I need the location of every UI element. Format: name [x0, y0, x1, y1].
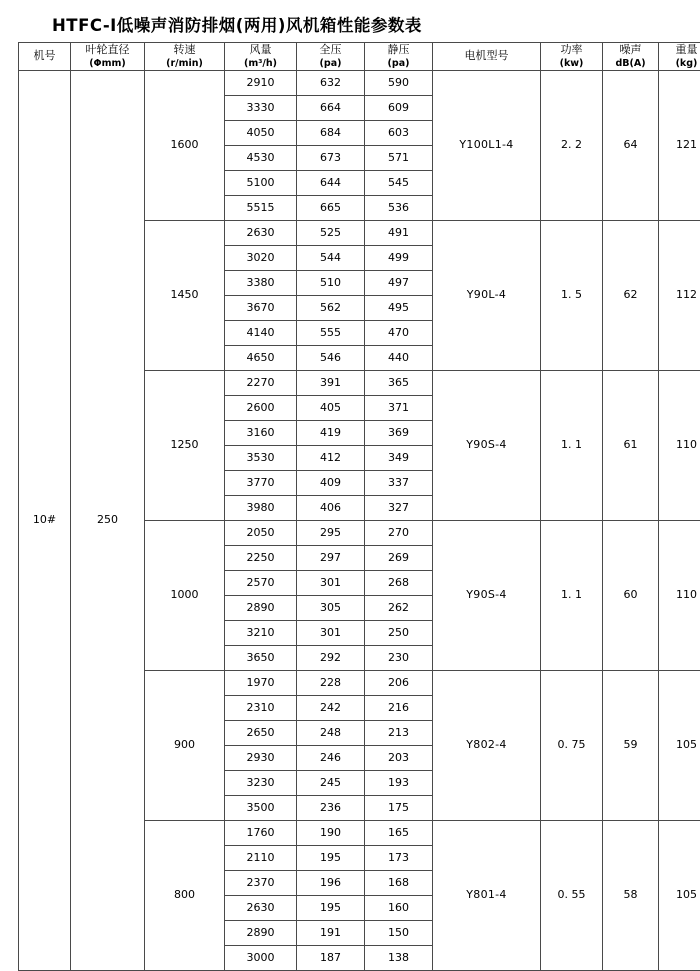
header-cell-impeller-diameter: [71, 43, 145, 71]
cell-total-pressure: 187: [297, 945, 365, 970]
cell-static-pressure: 150: [365, 920, 433, 945]
cell-static-pressure: 173: [365, 845, 433, 870]
cell-weight: 112: [659, 220, 700, 370]
header-sublabel: (kw): [541, 58, 602, 70]
cell-total-pressure: 525: [297, 220, 365, 245]
cell-power: 1. 1: [541, 370, 603, 520]
cell-power: 0. 75: [541, 670, 603, 820]
cell-static-pressure: 371: [365, 395, 433, 420]
cell-airflow: 2630: [225, 895, 297, 920]
cell-weight: 121: [659, 70, 700, 220]
cell-airflow: 2270: [225, 370, 297, 395]
header-sublabel: (Φmm): [71, 58, 144, 70]
cell-static-pressure: 440: [365, 345, 433, 370]
cell-motor-model: Y90S-4: [433, 520, 541, 670]
cell-airflow: 3020: [225, 245, 297, 270]
cell-static-pressure: 499: [365, 245, 433, 270]
cell-total-pressure: 405: [297, 395, 365, 420]
cell-power: 0. 55: [541, 820, 603, 970]
cell-static-pressure: 168: [365, 870, 433, 895]
cell-static-pressure: 213: [365, 720, 433, 745]
header-label: 转速: [174, 43, 196, 56]
cell-static-pressure: 571: [365, 145, 433, 170]
cell-total-pressure: 246: [297, 745, 365, 770]
cell-total-pressure: 196: [297, 870, 365, 895]
cell-airflow: 2930: [225, 745, 297, 770]
cell-static-pressure: 369: [365, 420, 433, 445]
fan-performance-table: [18, 42, 700, 971]
header-label: 重量: [676, 43, 698, 56]
cell-airflow: 3670: [225, 295, 297, 320]
cell-total-pressure: 406: [297, 495, 365, 520]
cell-motor-model: Y90L-4: [433, 220, 541, 370]
header-label: 风量: [250, 43, 272, 56]
cell-total-pressure: 228: [297, 670, 365, 695]
header-sublabel: (m³/h): [225, 58, 296, 70]
cell-motor-model: Y802-4: [433, 670, 541, 820]
cell-airflow: 2570: [225, 570, 297, 595]
header-cell-airflow: [225, 43, 297, 71]
header-label: 叶轮直径: [86, 43, 130, 56]
header-cell-speed: [145, 43, 225, 71]
cell-total-pressure: 419: [297, 420, 365, 445]
header-label: 全压: [320, 43, 342, 56]
cell-total-pressure: 301: [297, 620, 365, 645]
cell-airflow: 3530: [225, 445, 297, 470]
header-cell-total-pressure: [297, 43, 365, 71]
cell-static-pressure: 495: [365, 295, 433, 320]
cell-airflow: 2890: [225, 595, 297, 620]
cell-total-pressure: 292: [297, 645, 365, 670]
cell-total-pressure: 510: [297, 270, 365, 295]
cell-total-pressure: 245: [297, 770, 365, 795]
cell-airflow: 3380: [225, 270, 297, 295]
header-sublabel: (kg): [659, 58, 700, 70]
cell-total-pressure: 301: [297, 570, 365, 595]
header-label: 电机型号: [465, 49, 509, 62]
cell-airflow: 4050: [225, 120, 297, 145]
header-sublabel: (pa): [365, 58, 432, 70]
cell-total-pressure: 248: [297, 720, 365, 745]
cell-noise: 64: [603, 70, 659, 220]
cell-motor-model: Y90S-4: [433, 370, 541, 520]
cell-airflow: 1760: [225, 820, 297, 845]
cell-total-pressure: 242: [297, 695, 365, 720]
header-sublabel: (pa): [297, 58, 364, 70]
cell-speed: 1250: [145, 370, 225, 520]
cell-total-pressure: 673: [297, 145, 365, 170]
cell-static-pressure: 138: [365, 945, 433, 970]
cell-noise: 61: [603, 370, 659, 520]
cell-static-pressure: 175: [365, 795, 433, 820]
header-cell-power: [541, 43, 603, 71]
cell-airflow: 2310: [225, 695, 297, 720]
cell-static-pressure: 250: [365, 620, 433, 645]
cell-weight: 110: [659, 520, 700, 670]
cell-power: 1. 5: [541, 220, 603, 370]
cell-airflow: 4530: [225, 145, 297, 170]
cell-static-pressure: 206: [365, 670, 433, 695]
cell-static-pressure: 536: [365, 195, 433, 220]
cell-total-pressure: 412: [297, 445, 365, 470]
cell-airflow: 5515: [225, 195, 297, 220]
cell-airflow: 3330: [225, 95, 297, 120]
cell-airflow: 3980: [225, 495, 297, 520]
cell-weight: 110: [659, 370, 700, 520]
table-body: [19, 70, 700, 970]
cell-total-pressure: 297: [297, 545, 365, 570]
cell-airflow: 3000: [225, 945, 297, 970]
cell-power: 1. 1: [541, 520, 603, 670]
cell-airflow: 3500: [225, 795, 297, 820]
header-cell-noise: [603, 43, 659, 71]
cell-total-pressure: 555: [297, 320, 365, 345]
cell-speed: 1450: [145, 220, 225, 370]
cell-static-pressure: 470: [365, 320, 433, 345]
cell-static-pressure: 262: [365, 595, 433, 620]
cell-airflow: 3230: [225, 770, 297, 795]
table-header: [19, 43, 700, 71]
cell-total-pressure: 644: [297, 170, 365, 195]
header-sublabel: (r/min): [145, 58, 224, 70]
cell-airflow: 2370: [225, 870, 297, 895]
cell-static-pressure: 337: [365, 470, 433, 495]
cell-total-pressure: 190: [297, 820, 365, 845]
cell-total-pressure: 632: [297, 70, 365, 95]
header-label: 噪声: [620, 43, 642, 56]
cell-noise: 58: [603, 820, 659, 970]
cell-impeller-diameter: 250: [71, 70, 145, 970]
header-cell-static-pressure: [365, 43, 433, 71]
cell-static-pressure: 497: [365, 270, 433, 295]
cell-static-pressure: 216: [365, 695, 433, 720]
cell-total-pressure: 295: [297, 520, 365, 545]
header-cell-model: [19, 43, 71, 71]
cell-total-pressure: 409: [297, 470, 365, 495]
cell-speed: 900: [145, 670, 225, 820]
cell-motor-model: Y100L1-4: [433, 70, 541, 220]
cell-power: 2. 2: [541, 70, 603, 220]
cell-airflow: 3650: [225, 645, 297, 670]
cell-airflow: 3160: [225, 420, 297, 445]
cell-airflow: 2910: [225, 70, 297, 95]
cell-airflow: 3770: [225, 470, 297, 495]
cell-motor-model: Y801-4: [433, 820, 541, 970]
cell-noise: 62: [603, 220, 659, 370]
cell-airflow: 5100: [225, 170, 297, 195]
table-header-row: [19, 43, 700, 71]
cell-noise: 59: [603, 670, 659, 820]
cell-airflow: 3210: [225, 620, 297, 645]
cell-weight: 105: [659, 820, 700, 970]
cell-total-pressure: 191: [297, 920, 365, 945]
cell-speed: 800: [145, 820, 225, 970]
cell-static-pressure: 165: [365, 820, 433, 845]
cell-airflow: 4650: [225, 345, 297, 370]
cell-airflow: 4140: [225, 320, 297, 345]
cell-airflow: 2600: [225, 395, 297, 420]
header-cell-weight: [659, 43, 700, 71]
cell-speed: 1600: [145, 70, 225, 220]
cell-total-pressure: 236: [297, 795, 365, 820]
cell-total-pressure: 305: [297, 595, 365, 620]
header-label: 静压: [388, 43, 410, 56]
cell-airflow: 2650: [225, 720, 297, 745]
cell-airflow: 1970: [225, 670, 297, 695]
cell-model-no: 10#: [19, 70, 71, 970]
cell-static-pressure: 230: [365, 645, 433, 670]
cell-total-pressure: 195: [297, 845, 365, 870]
cell-static-pressure: 160: [365, 895, 433, 920]
header-sublabel: dB(A): [603, 58, 658, 70]
cell-static-pressure: 603: [365, 120, 433, 145]
cell-total-pressure: 391: [297, 370, 365, 395]
cell-airflow: 2110: [225, 845, 297, 870]
cell-weight: 105: [659, 670, 700, 820]
cell-static-pressure: 590: [365, 70, 433, 95]
cell-noise: 60: [603, 520, 659, 670]
header-cell-motor-model: [433, 43, 541, 71]
cell-static-pressure: 349: [365, 445, 433, 470]
cell-airflow: 2250: [225, 545, 297, 570]
cell-speed: 1000: [145, 520, 225, 670]
cell-static-pressure: 203: [365, 745, 433, 770]
cell-static-pressure: 268: [365, 570, 433, 595]
cell-total-pressure: 195: [297, 895, 365, 920]
cell-total-pressure: 546: [297, 345, 365, 370]
cell-static-pressure: 270: [365, 520, 433, 545]
cell-static-pressure: 491: [365, 220, 433, 245]
cell-static-pressure: 327: [365, 495, 433, 520]
table-row: [19, 70, 700, 95]
cell-static-pressure: 545: [365, 170, 433, 195]
header-label: 机号: [34, 49, 56, 62]
cell-total-pressure: 684: [297, 120, 365, 145]
header-label: 功率: [561, 43, 583, 56]
cell-airflow: 2630: [225, 220, 297, 245]
cell-static-pressure: 193: [365, 770, 433, 795]
page-title: HTFC-I低噪声消防排烟(两用)风机箱性能参数表: [52, 12, 682, 36]
cell-total-pressure: 562: [297, 295, 365, 320]
cell-total-pressure: 665: [297, 195, 365, 220]
cell-airflow: 2890: [225, 920, 297, 945]
cell-airflow: 2050: [225, 520, 297, 545]
cell-total-pressure: 544: [297, 245, 365, 270]
cell-static-pressure: 609: [365, 95, 433, 120]
cell-static-pressure: 269: [365, 545, 433, 570]
cell-total-pressure: 664: [297, 95, 365, 120]
cell-static-pressure: 365: [365, 370, 433, 395]
